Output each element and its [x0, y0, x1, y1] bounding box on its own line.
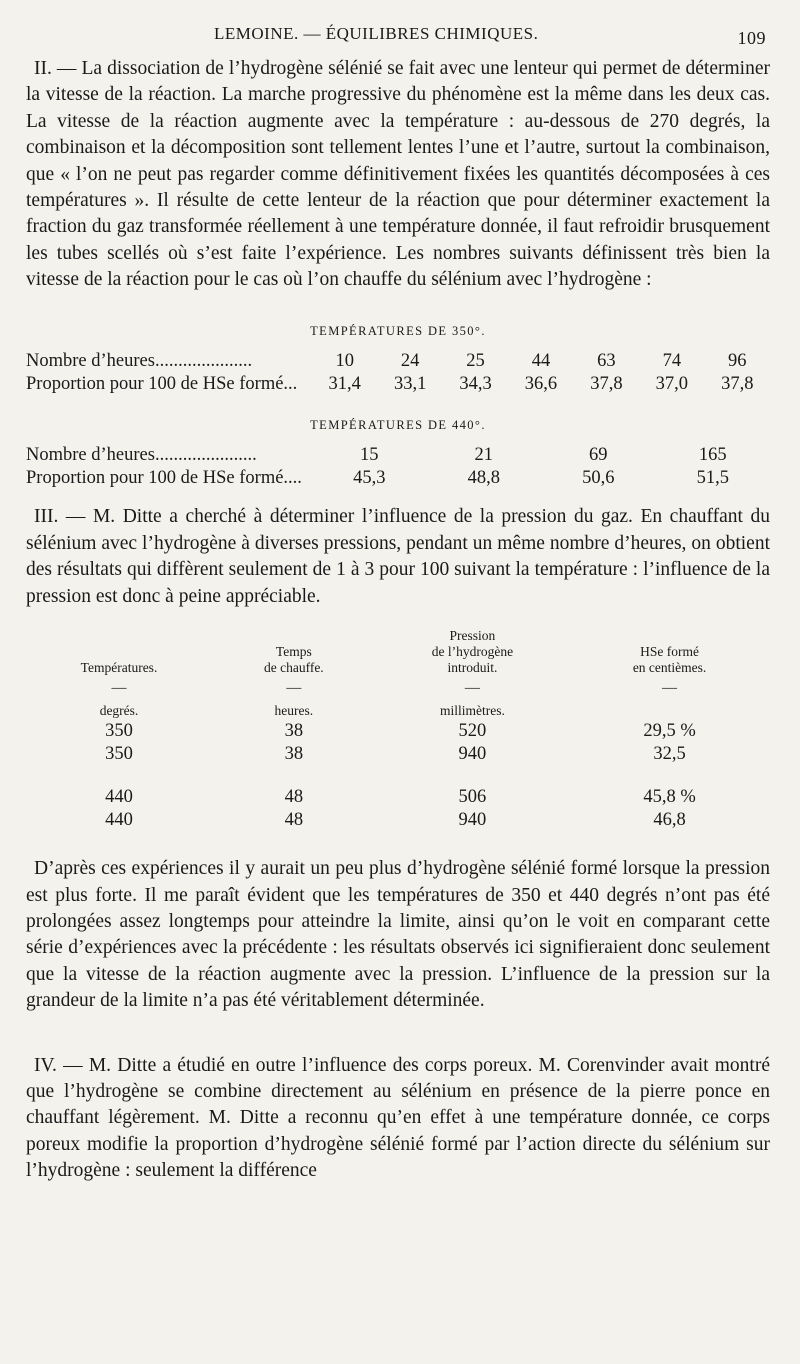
table-cell: 25 [466, 351, 485, 372]
table-440-grid [26, 444, 770, 490]
table-cell: 165 [698, 445, 727, 466]
table-cell: 32,5 [653, 744, 686, 765]
page-number: 109 [737, 28, 766, 48]
header-line: HSe formé [640, 644, 699, 660]
pressure-table [26, 628, 770, 832]
table-cell: 440 [105, 810, 133, 831]
section-iii-paragraph: III. — M. Ditte a cherché à déterminer l’influence de la pression du gaz. En chauffant du sélénium avec l’hydrogène à diverses pressions, pendant un même nombre d’heures, on obtient des résultats qui diffèrent seulement de 1 à 3 pour 100 suivant la température : l’influence de la pression est donc à peine appréciable. [26, 506, 770, 607]
table-cell: 38 [284, 721, 304, 742]
table-cell: 36,6 [524, 374, 558, 395]
page-header [26, 22, 770, 52]
row-label: Nombre d’heures..................... [26, 351, 253, 372]
table-cell: 37,8 [721, 374, 754, 395]
table-350 [26, 318, 770, 396]
header-line: de chauffe. [263, 660, 324, 676]
table-cell: 51,5 [696, 468, 729, 489]
table-cell: 48,8 [467, 468, 500, 489]
table-cell: 37,0 [655, 374, 688, 395]
table-cell: 96 [728, 351, 747, 372]
section-iv-paragraph: IV. — M. Ditte a étudié en outre l’influence des corps poreux. M. Corenvinder avait montré que l’hydrogène se combine directement au sélénium en présence de la pierre ponce en chauffant légèrement. M. Ditte a reconnu qu’en effet à une température donnée, ce corps poreux modifie la proportion d’hydrogène sélénié formé par l’action directe du sélénium sur l’hydrogène : seulement la différence [26, 1054, 770, 1182]
dash-row [26, 676, 770, 696]
header-line: de l’hydrogène [431, 644, 514, 660]
dash: — [464, 680, 480, 697]
table-row [26, 350, 770, 373]
row-label: Proportion pour 100 de HSe formé... [26, 374, 298, 395]
row-label: Nombre d’heures...................... [26, 445, 257, 466]
table-440 [26, 412, 770, 490]
table-row [26, 766, 770, 809]
table-row [26, 720, 770, 743]
table-cell: 10 [335, 351, 354, 372]
unit-label: degrés. [99, 703, 139, 719]
table-440-caption: TEMPÉRATURES DE 440°. [310, 418, 486, 433]
row-label: Proportion pour 100 de HSe formé.... [26, 468, 302, 489]
table-row [26, 743, 770, 766]
pressure-table-headers [26, 628, 770, 676]
dash: — [662, 680, 678, 697]
header-line: Pression [449, 628, 496, 644]
header-line: en centièmes. [632, 660, 707, 676]
dash: — [111, 680, 127, 697]
table-cell: 69 [589, 445, 608, 466]
column-header-hse [569, 628, 770, 676]
table-cell: 74 [662, 351, 682, 372]
column-header-time [212, 628, 376, 676]
unit-label [569, 696, 770, 720]
table-cell: 63 [597, 351, 616, 372]
table-row [26, 373, 770, 396]
table-cell: 38 [284, 744, 304, 765]
table-cell: 940 [458, 744, 487, 765]
table-row [26, 467, 770, 490]
table-350-caption: TEMPÉRATURES DE 350°. [310, 323, 486, 338]
table-cell: 44 [531, 351, 551, 372]
conclusion-paragraph: D’après ces expériences il y aurait un peu plus d’hydrogène sélénié formé lorsque la pression est plus forte. Il me paraît évident que les températures de 350 et 440 degrés n’ont pas été prolongées assez longtemps pour atteindre la limite, ainsi qu’on le voit en comparant cette série d’expériences avec la précédente : les résultats observés ici signifieraient donc seulement que la vitesse de la réaction augmente avec la pression. L’influence de la pression sur la grandeur de la limite n’a pas été véritablement déterminée. [26, 858, 770, 1012]
table-cell: 45,8 % [643, 787, 696, 808]
pressure-table-grid [26, 628, 770, 832]
table-cell: 45,3 [353, 468, 386, 489]
table-cell: 15 [360, 445, 379, 466]
table-cell: 350 [105, 721, 133, 742]
running-title: LEMOINE. — ÉQUILIBRES CHIMIQUES. [214, 24, 539, 43]
table-cell: 48 [284, 787, 304, 808]
table-cell: 520 [458, 721, 487, 742]
table-cell: 31,4 [328, 374, 361, 395]
table-cell: 440 [105, 787, 133, 808]
header-line: Temps [275, 644, 312, 660]
header-line: Températures. [80, 660, 158, 676]
table-cell: 34,3 [459, 374, 492, 395]
table-cell: 33,1 [393, 374, 427, 395]
column-header-pressure [376, 628, 569, 676]
unit-label: heures. [274, 703, 314, 719]
table-350-grid [26, 350, 770, 396]
table-cell: 506 [458, 787, 487, 808]
units-row [26, 696, 770, 720]
table-cell: 350 [105, 744, 133, 765]
table-cell: 48 [284, 810, 304, 831]
table-cell: 37,8 [590, 374, 623, 395]
header-line: introduit. [447, 660, 498, 676]
table-cell: 24 [400, 351, 420, 372]
unit-label: millimètres. [439, 703, 505, 719]
table-cell: 46,8 [653, 810, 686, 831]
table-cell: 940 [458, 810, 487, 831]
column-header-temperatures [26, 628, 212, 676]
dash: — [286, 680, 302, 697]
section-ii-paragraph: II. — La dissociation de l’hydrogène sélénié se fait avec une lenteur qui permet de déterminer la vitesse de la réaction. La marche progressive du phénomène est la même dans les deux cas. La vitesse de la réaction augmente avec la température : au-dessous de 270 degrés, la combinaison et la décomposition sont tellement lentes l’une et l’autre, surtout la combinaison, que « l’on ne peut pas regarder comme définitivement fixées les quantités décomposées à ces températures ». Il résulte de cette lenteur de la réaction que pour déterminer exactement la fraction du gaz transformée réellement à une température donnée, il faut refroidir brusquement les tubes scellés où s’est faite l’expérience. Les nombres suivants définissent très bien la vitesse de la réaction pour le cas où l’on chauffe du sélénium avec l’hydrogène : [26, 58, 770, 291]
table-cell: 29,5 % [643, 721, 696, 742]
table-row [26, 809, 770, 832]
table-cell: 50,6 [582, 468, 615, 489]
table-cell: 21 [474, 445, 493, 466]
table-row [26, 444, 770, 467]
